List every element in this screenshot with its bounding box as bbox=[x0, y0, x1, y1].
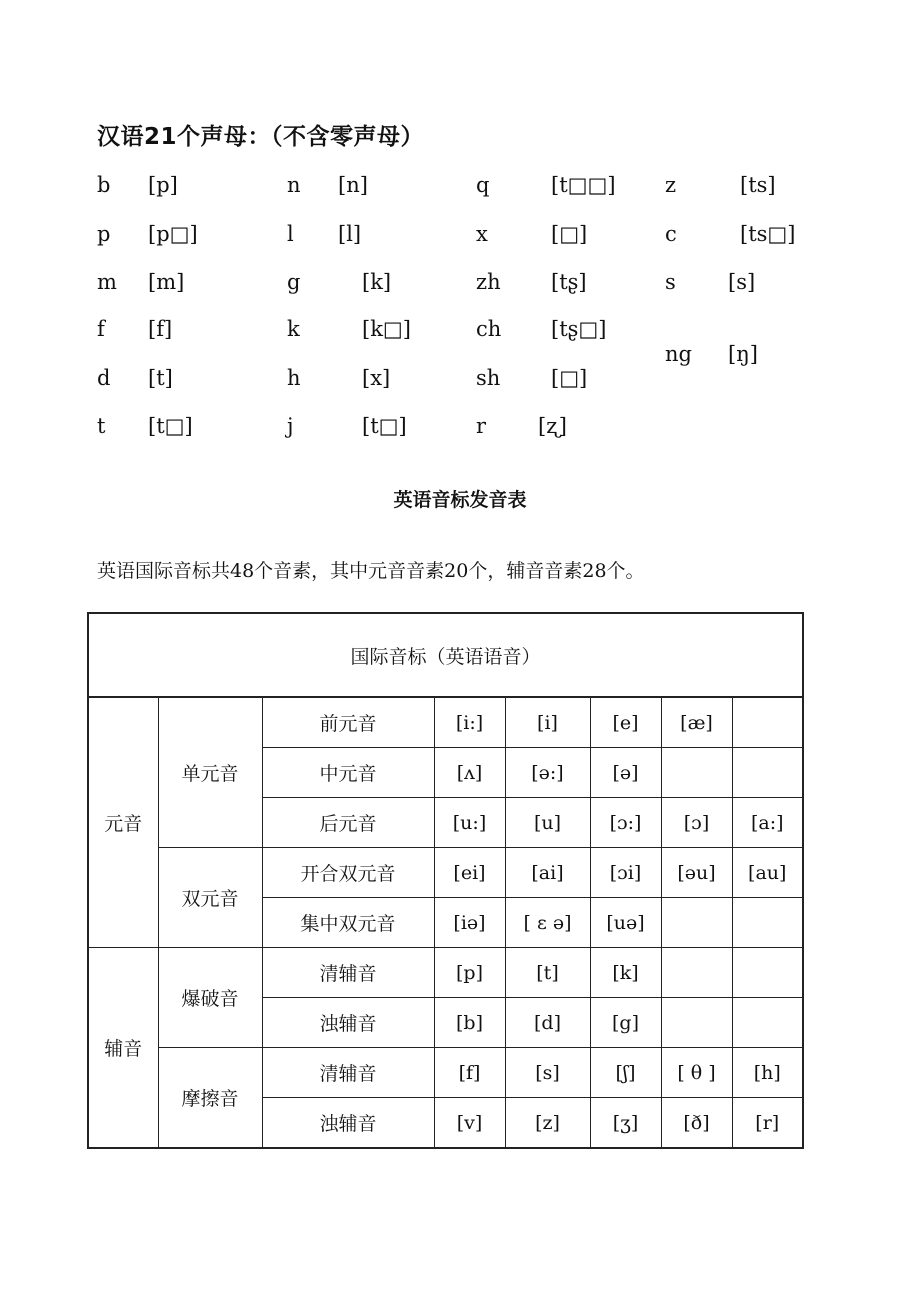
initial-letter: ng bbox=[665, 342, 692, 366]
ipa-cell: [d] bbox=[505, 998, 590, 1048]
table-row bbox=[88, 848, 803, 898]
subgroup-monophthongs: 单元音 bbox=[158, 697, 262, 848]
initial-letter: d bbox=[97, 366, 111, 390]
ipa-cell: [uə] bbox=[590, 898, 661, 948]
ipa-cell bbox=[732, 748, 803, 798]
ipa-cell: [əu] bbox=[661, 848, 732, 898]
initial-letter: zh bbox=[476, 270, 501, 294]
group-consonants: 辅音 bbox=[88, 948, 158, 1149]
initial-ipa: [□] bbox=[551, 366, 588, 390]
ipa-cell bbox=[661, 948, 732, 998]
subgroup-plosives: 爆破音 bbox=[158, 948, 262, 1048]
initial-ipa: [t□□] bbox=[551, 173, 616, 197]
initial-ipa: [ts] bbox=[740, 173, 776, 197]
initial-ipa: [tʂ] bbox=[551, 270, 587, 294]
ipa-cell: [i:] bbox=[434, 697, 505, 748]
ipa-cell bbox=[732, 898, 803, 948]
initial-letter: t bbox=[97, 414, 106, 438]
ipa-cell: [ɔ] bbox=[661, 798, 732, 848]
initial-letter: b bbox=[97, 173, 111, 197]
ipa-cell bbox=[661, 998, 732, 1048]
ipa-cell: [ɔi] bbox=[590, 848, 661, 898]
table-row bbox=[88, 697, 803, 748]
english-intro-text: 英语国际音标共48个音素，其中元音音素20个，辅音音素28个。 bbox=[97, 560, 645, 582]
initial-letter: x bbox=[476, 222, 488, 246]
initial-ipa: [tʂ□] bbox=[551, 317, 607, 341]
ipa-cell: [ð] bbox=[661, 1098, 732, 1149]
initial-letter: j bbox=[287, 414, 294, 438]
ipa-cell: [ɔ:] bbox=[590, 798, 661, 848]
ipa-cell: [ʌ] bbox=[434, 748, 505, 798]
initial-ipa: [t□] bbox=[362, 414, 407, 438]
initial-ipa: [t□] bbox=[148, 414, 193, 438]
initial-ipa: [m] bbox=[148, 270, 185, 294]
ipa-cell: [ə] bbox=[590, 748, 661, 798]
ipa-cell: [k] bbox=[590, 948, 661, 998]
row-label: 浊辅音 bbox=[262, 1098, 434, 1149]
row-label: 前元音 bbox=[262, 697, 434, 748]
initial-letter: f bbox=[97, 317, 105, 341]
ipa-table bbox=[87, 612, 804, 1149]
table-row bbox=[88, 1048, 803, 1098]
row-label: 中元音 bbox=[262, 748, 434, 798]
initial-ipa: [l] bbox=[338, 222, 362, 246]
ipa-cell: [iə] bbox=[434, 898, 505, 948]
initial-letter: ch bbox=[476, 317, 502, 341]
initial-ipa: [k□] bbox=[362, 317, 411, 341]
initial-letter: c bbox=[665, 222, 677, 246]
initial-ipa: [f] bbox=[148, 317, 173, 341]
ipa-cell: [s] bbox=[505, 1048, 590, 1098]
initial-letter: sh bbox=[476, 366, 501, 390]
initial-letter: h bbox=[287, 366, 301, 390]
initial-letter: p bbox=[97, 222, 111, 246]
initial-letter: q bbox=[476, 173, 490, 197]
ipa-cell: [æ] bbox=[661, 697, 732, 748]
row-label: 浊辅音 bbox=[262, 998, 434, 1048]
initial-letter: z bbox=[665, 173, 677, 197]
ipa-cell: [e] bbox=[590, 697, 661, 748]
initial-ipa: [t] bbox=[148, 366, 173, 390]
ipa-cell: [ʃ] bbox=[590, 1048, 661, 1098]
initial-ipa: [p□] bbox=[148, 222, 198, 246]
initial-letter: k bbox=[287, 317, 300, 341]
initial-letter: g bbox=[287, 270, 301, 294]
ipa-cell: [ə:] bbox=[505, 748, 590, 798]
subgroup-fricatives: 摩擦音 bbox=[158, 1048, 262, 1149]
chinese-initials-title: 汉语21个声母：（不含零声母） bbox=[97, 124, 425, 150]
ipa-cell: [z] bbox=[505, 1098, 590, 1149]
ipa-cell: [b] bbox=[434, 998, 505, 1048]
ipa-cell: [ei] bbox=[434, 848, 505, 898]
ipa-cell: [u:] bbox=[434, 798, 505, 848]
ipa-cell: [v] bbox=[434, 1098, 505, 1149]
table-header: 国际音标（英语语音） bbox=[88, 613, 803, 697]
subgroup-diphthongs: 双元音 bbox=[158, 848, 262, 948]
ipa-cell: [au] bbox=[732, 848, 803, 898]
initial-ipa: [ʐ] bbox=[538, 414, 567, 438]
ipa-cell: [u] bbox=[505, 798, 590, 848]
initial-ipa: [k] bbox=[362, 270, 392, 294]
initial-letter: m bbox=[97, 270, 117, 294]
table-row bbox=[88, 948, 803, 998]
initial-letter: n bbox=[287, 173, 301, 197]
ipa-cell: [t] bbox=[505, 948, 590, 998]
initial-ipa: [ŋ] bbox=[728, 342, 758, 366]
ipa-cell bbox=[661, 898, 732, 948]
row-label: 清辅音 bbox=[262, 1048, 434, 1098]
initial-ipa: [n] bbox=[338, 173, 368, 197]
ipa-cell bbox=[661, 748, 732, 798]
group-vowels: 元音 bbox=[88, 697, 158, 948]
english-phonetics-title: 英语音标发音表 bbox=[393, 489, 527, 511]
initial-ipa: [x] bbox=[362, 366, 391, 390]
ipa-cell: [i] bbox=[505, 697, 590, 748]
row-label: 后元音 bbox=[262, 798, 434, 848]
initial-letter: r bbox=[476, 414, 487, 438]
ipa-cell: [ʒ] bbox=[590, 1098, 661, 1149]
initial-ipa: [p] bbox=[148, 173, 178, 197]
ipa-cell: [g] bbox=[590, 998, 661, 1048]
ipa-cell: [a:] bbox=[732, 798, 803, 848]
ipa-cell: [f] bbox=[434, 1048, 505, 1098]
ipa-cell: [p] bbox=[434, 948, 505, 998]
ipa-cell bbox=[732, 998, 803, 1048]
ipa-cell bbox=[732, 697, 803, 748]
row-label: 集中双元音 bbox=[262, 898, 434, 948]
initial-letter: s bbox=[665, 270, 676, 294]
row-label: 开合双元音 bbox=[262, 848, 434, 898]
initial-letter: l bbox=[287, 222, 294, 246]
ipa-cell: [ ε ə] bbox=[505, 898, 590, 948]
ipa-cell: [r] bbox=[732, 1098, 803, 1149]
row-label: 清辅音 bbox=[262, 948, 434, 998]
initial-ipa: [s] bbox=[728, 270, 756, 294]
initial-ipa: [□] bbox=[551, 222, 588, 246]
ipa-cell: [ai] bbox=[505, 848, 590, 898]
ipa-cell bbox=[732, 948, 803, 998]
ipa-cell: [ θ ] bbox=[661, 1048, 732, 1098]
initial-ipa: [ts□] bbox=[740, 222, 796, 246]
ipa-cell: [h] bbox=[732, 1048, 803, 1098]
